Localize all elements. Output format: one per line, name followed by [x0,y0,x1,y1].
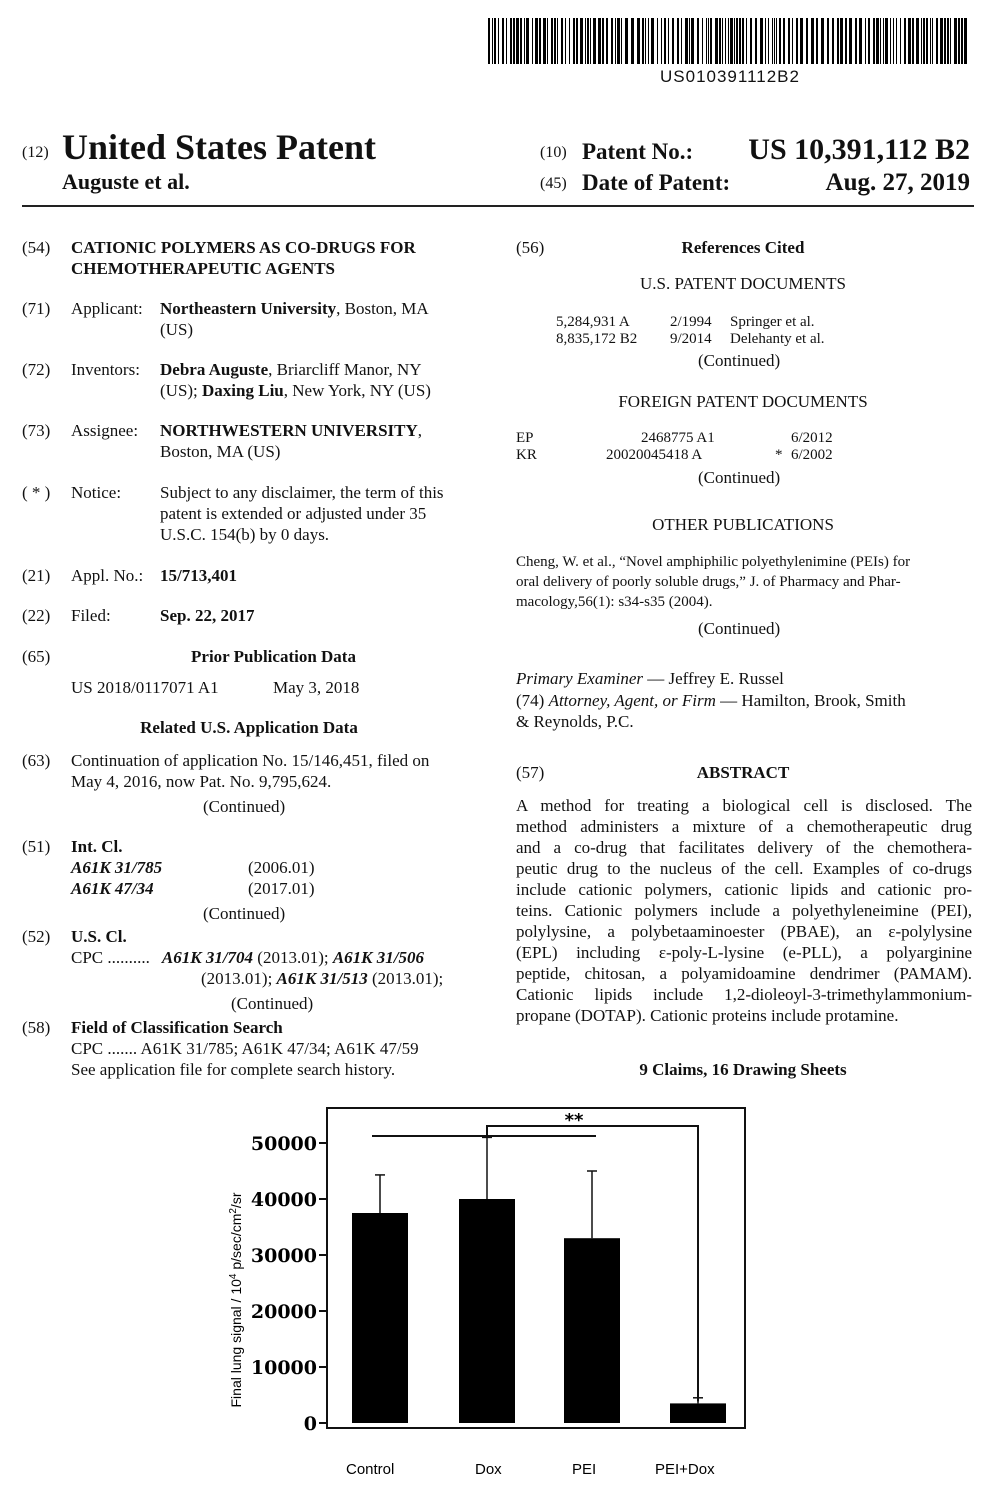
cont-code: (63) [22,751,51,770]
abstract-line: polylysine, a polybetaaminoester (PBAE), an ε-polylysine [516,922,972,941]
inventors-line1 [160,359,422,380]
prior-code: (65) [22,647,51,666]
appl-label: Appl. No.: [71,566,144,585]
inventors-line2 [160,380,431,401]
cpc-label: CPC .......... [71,948,150,967]
date-code: (45) [540,175,567,192]
examiner-line [516,668,784,689]
y-tick-label: 40000 [250,1189,317,1211]
significance-marker: ** [564,1110,584,1131]
inventor1-loc: , Briarcliff Manor, NY [268,360,422,379]
other-continued: (Continued) [698,619,781,638]
abstract-line: teins. Cationic polymers include a polyethyleneimine (PEI), [516,901,972,920]
title-line1: CATIONIC POLYMERS AS CO-DRUGS FOR [71,238,416,257]
examiner-name: — Jeffrey E. Russel [643,669,784,688]
x-tick-label: Control [346,1461,395,1478]
notice-line3: U.S.C. 154(b) by 0 days. [160,525,330,544]
attorney-firm: — Hamilton, Brook, Smith [715,691,906,710]
abstract-line: (EPL) including ε-poly-L-lysine (e-PLL), a polyarginine [516,943,972,962]
us-docs-continued: (Continued) [698,351,781,370]
notice-code: ( * ) [22,483,51,502]
attorney-line1 [516,690,906,711]
us-doc-2-date: 9/2014 [670,331,712,347]
y-tick-label: 50000 [250,1133,317,1155]
abstract-line: peutic drug to the nucleus of the cell. Examples of co-drugs [516,859,972,878]
us-doc-2-name: Delehanty et al. [730,331,825,347]
prior-heading: Prior Publication Data [191,647,356,666]
intcl-item-1-year: (2006.01) [248,858,315,877]
applicant-loc: , Boston, MA [336,299,429,318]
claims-line: 9 Claims, 16 Drawing Sheets [639,1060,847,1079]
other-line2: oral delivery of poorly soluble drugs,” J. of Pharmacy and Phar- [516,574,901,590]
date-value: Aug. 27, 2019 [825,169,970,196]
cpc-code-1-year: (2013.01); [253,948,333,967]
notice-line2: patent is extended or adjusted under 35 [160,504,427,523]
foreign-doc-1-no: 2468775 A1 [641,430,715,446]
patent-no-value: US 10,391,112 B2 [748,133,970,166]
y-tick-label: 30000 [250,1245,317,1267]
examiner-label: Primary Examiner [516,669,644,688]
x-tick-label: PEI+Dox [655,1461,715,1478]
attorney-line2: & Reynolds, P.C. [516,712,634,731]
abstract-heading: ABSTRACT [696,763,790,782]
patent-no-code: (10) [540,144,567,161]
us-doc-1-date: 2/1994 [670,314,712,330]
applicant-loc2: (US) [160,320,194,339]
abstract-line: propane (DOTAP). Cationic proteins include protamine. [516,1006,899,1025]
cpc-code-2: A61K 31/506 [332,948,424,967]
field-see: See application file for complete search history. [71,1060,396,1079]
us-doc-1-no: 5,284,931 A [556,314,630,330]
header-divider [22,205,974,207]
intcl-code: (51) [22,837,51,856]
y-tick-label: 0 [303,1413,317,1435]
attorney-code: (74) [516,691,549,710]
cpc-line1 [71,947,424,968]
y-tick-label: 20000 [250,1301,317,1323]
doc-type: United States Patent [62,127,376,167]
related-heading: Related U.S. Application Data [140,718,358,737]
attorney-label: Attorney, Agent, or Firm [548,691,716,710]
intcl-item-2-code: A61K 47/34 [71,879,154,898]
title-line2: CHEMOTHERAPEUTIC AGENTS [71,259,336,278]
filed-code: (22) [22,606,51,625]
title-code: (54) [22,238,51,257]
cpc-code-3-year: (2013.01); [367,969,444,988]
y-tick-label: 10000 [250,1357,317,1379]
applicant-code: (71) [22,299,51,318]
refs-code: (56) [516,238,545,257]
assignee-loc: Boston, MA (US) [160,442,281,461]
inventors-label: Inventors: [71,360,140,379]
intcl-label: Int. Cl. [71,837,123,856]
abstract-body [516,795,972,1026]
cpc-code-1: A61K 31/704 [161,948,254,967]
significance-bracket [372,1126,698,1401]
foreign-heading: FOREIGN PATENT DOCUMENTS [618,392,868,411]
cpc-code-3: A61K 31/513 [276,969,368,988]
bar-chart [0,1090,1000,1500]
applicant-label: Applicant: [71,299,143,318]
bar-pei [564,1238,620,1423]
foreign-doc-2-star: * [775,447,783,463]
abstract-line: include cationic polymers, cationic lipids and cationic pro- [516,880,972,899]
bar-pei-dox [670,1403,726,1423]
appl-value: 15/713,401 [160,566,237,585]
inventor2-loc: , New York, NY (US) [283,381,431,400]
intcl-item-1-code: A61K 31/785 [71,858,163,877]
x-tick-label: Dox [475,1461,502,1478]
foreign-doc-2-date: 6/2002 [791,447,833,463]
refs-heading: References Cited [681,238,805,257]
applicant-name: Northeastern University [160,299,337,318]
date-label: Date of Patent: [582,170,731,195]
intcl-continued: (Continued) [203,904,286,923]
other-heading: OTHER PUBLICATIONS [652,515,834,534]
foreign-doc-2-country: KR [516,447,537,463]
authors: Auguste et al. [62,169,190,194]
prior-date: May 3, 2018 [273,678,360,697]
abstract-line: method administers a mixture of a chemotherapeutic drug [516,817,972,836]
notice-label: Notice: [71,483,122,502]
uscl-label: U.S. Cl. [71,927,127,946]
inventors-code: (72) [22,360,51,379]
assignee-line1 [160,420,422,441]
abstract-line: Cationic lipids include 1,2-dioleoyl-3-trimethylammonium- [516,985,972,1004]
foreign-doc-1-date: 6/2012 [791,430,833,446]
us-doc-1-name: Springer et al. [730,314,815,330]
bar-dox [459,1199,515,1423]
field-code: (58) [22,1018,51,1037]
us-docs-heading: U.S. PATENT DOCUMENTS [640,274,846,293]
x-tick-label: PEI [572,1461,597,1478]
prior-pub: US 2018/0117071 A1 [71,678,219,697]
abstract-line: and a co-drug that facilitates delivery of the chemothera- [516,838,972,857]
abstract-line: A method for treating a biological cell is disclosed. The [516,796,972,815]
abstract-code: (57) [516,763,545,782]
uscl-continued: (Continued) [231,994,314,1013]
assignee-name: NORTHWESTERN UNIVERSITY [160,421,418,440]
field-cpc: CPC ....... A61K 31/785; A61K 47/34; A61K 47/59 [71,1039,419,1058]
other-line1: Cheng, W. et al., “Novel amphiphilic polyethylenimine (PEIs) for [516,554,911,570]
bar-control [352,1213,408,1423]
kind-code: (12) [22,144,49,161]
cont-line1: Continuation of application No. 15/146,451, filed on [71,751,430,770]
assignee-label: Assignee: [71,421,139,440]
filed-label: Filed: [71,606,111,625]
intcl-item-2-year: (2017.01) [248,879,315,898]
assignee-comma: , [417,421,423,440]
barcode [488,18,972,64]
y-axis-label: Final lung signal / $10^4$ $p/\sec/cm^2/sr$ [227,1192,244,1408]
filed-value: Sep. 22, 2017 [160,606,255,625]
inventor1-name: Debra Auguste [160,360,269,379]
cpc-code-2-year: (2013.01); [201,969,277,988]
foreign-continued: (Continued) [698,468,781,487]
uscl-code: (52) [22,927,51,946]
assignee-code: (73) [22,421,51,440]
cpc-line2 [201,968,443,989]
field-label: Field of Classification Search [71,1018,283,1037]
foreign-doc-2-no: 20020045418 A [606,447,703,463]
applicant-line1 [160,298,429,319]
cont-continued: (Continued) [203,797,286,816]
patent-no-label: Patent No.: [582,139,694,164]
cont-line2: May 4, 2016, now Pat. No. 9,795,624. [71,772,332,791]
abstract-line: peptide, chitosan, a polyamidoamine dendrimer (PAMAM). [516,964,972,983]
notice-line1: Subject to any disclaimer, the term of this [160,483,444,502]
foreign-doc-1-country: EP [516,430,534,446]
appl-code: (21) [22,566,51,585]
other-line3: macology,56(1): s34-s35 (2004). [516,594,713,610]
inventor1-cont: (US); [160,381,203,400]
inventor2-name: Daxing Liu [202,381,284,400]
barcode-number: US010391112B2 [660,67,800,86]
us-doc-2-no: 8,835,172 B2 [556,331,638,347]
